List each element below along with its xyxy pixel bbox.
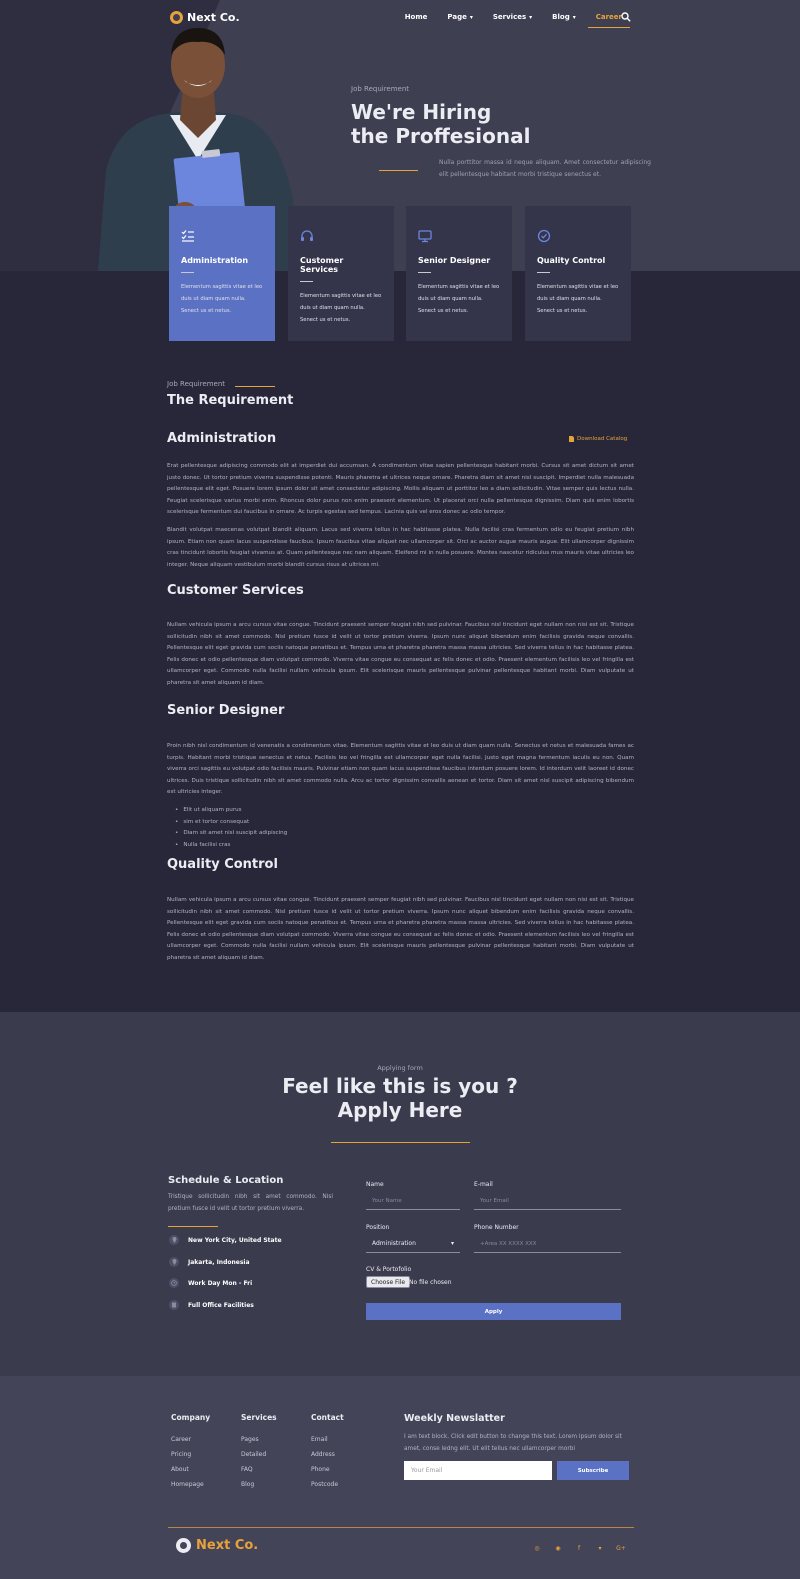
footer-logo[interactable] — [176, 1538, 258, 1553]
apply-title-line1: Feel like this is you ? — [282, 1074, 518, 1098]
apply-kicker: Applying form — [377, 1064, 423, 1072]
nav-item-page[interactable] — [447, 13, 472, 21]
senior-designer-paragraph: Proin nibh nisl condimentum id venenatis a condimentum vitae. Elementum sagittis vitae et leo duis ut diam quam nulla. Senectus et netus et malesuada fames ac turpis. Habitant morbi tristique senectus et netus. Facilisis leo vel fringilla est ullamcorper eget nulla facilisi. Justo eget magna fermentum iaculis eu non. Quam viverra orci sagittis eu volutpat odio facilisis mauris. Pulvinar etiam non quam lacus suspendisse faucibus interdum posuere lorem. Id interdum velit laoreet id donec ultrices. Duis tristique sollicitudin nibh sit amet commodo nulla. Arcu ac tortor dignissim convallis aenean et tortor. Diam sit amet nisl suscipit adipiscing bibendum est ultricies integer. — [167, 743, 634, 796]
card-divider — [181, 272, 194, 273]
list-item: • sim et tortor consequat — [175, 817, 287, 829]
footer-link[interactable]: Pages — [241, 1436, 259, 1443]
name-input[interactable] — [366, 1192, 460, 1210]
list-item: • Nulla facilisi cras — [175, 840, 287, 852]
administration-paragraph-2: Blandit volutpat maecenas volutpat blandit aliquam. Lacus sed viverra tellus in hac habitasse platea. Nulla facilisi cras fermentum odio eu feugiat pretium nibh ipsum. Etiam non quam lacus suspendisse faucibus. Ipsum faucibus vitae aliquet nec ullamcorper sit. Orci ac auctor augue mauris augue. Elit ullamcorper dignissim cras tincidunt lobortis feugiat vivamus at. Quam pellentesque nec nam aliquam. Eleifend mi in nulla posuere. Montes nascetur ridiculus mus mauris vitae ultricies leo integer. Neque aliquam vestibulum morbi blandit cursus risus at ultrices mi. — [167, 527, 634, 568]
card-text: Elementum sagittis vitae et leo duis ut diam quam nulla. Senect us et netus. — [537, 284, 619, 314]
position-value: Administration — [372, 1240, 416, 1247]
hero-kicker: Job Requirement — [351, 85, 410, 93]
quality-control-paragraph: Nullam vehicula ipsum a arcu cursus vitae congue. Tincidunt praesent semper feugiat nibh sed pulvinar. Faucibus nisl tincidunt eget nullam non nisi est sit. Tristique sollicitudin nibh sit amet commodo. Nisl pretium fusce id velit ut tortor pretium viverra. Ipsum nunc aliquet bibendum enim facilisis gravida neque convallis. Pellentesque elit eget gravida cum sociis natoque penatibus et. Tempus urna et pharetra pharetra massa massa ultricies. Sed viverra tellus in hac habitasse platea. Felis donec et odio pellentesque diam volutpat commodo. Viverra vitae congue eu consequat ac felis donec et odio. Praesent elementum facilisis leo vel fringilla est ullamcorper eget. Commodo nulla facilisi nullam vehicula ipsum. Elit scelerisque mauris pellentesque pulvinar pellentesque habitant morbi. Diam vulputate ut pharetra sit amet aliquam id diam. — [167, 897, 634, 961]
map-pin-icon — [169, 1257, 179, 1267]
map-pin-icon — [169, 1235, 179, 1245]
twitter-icon[interactable]: ▾ — [598, 1544, 602, 1552]
footer-column-title: Company — [171, 1413, 211, 1422]
location-item — [169, 1257, 250, 1267]
job-card-customer-services[interactable] — [288, 206, 394, 341]
schedule-divider — [168, 1226, 218, 1227]
card-divider — [418, 272, 431, 273]
apply-title-line2: Apply Here — [337, 1098, 463, 1122]
job-card-senior-designer[interactable] — [406, 206, 512, 341]
footer-link[interactable]: Blog — [241, 1481, 255, 1488]
hero-section — [0, 0, 800, 271]
hero-title — [351, 100, 551, 148]
top-nav — [0, 0, 800, 38]
list-item: • Elit ut aliquam purus — [175, 805, 287, 817]
nav-item-services[interactable] — [493, 13, 532, 21]
logo[interactable] — [170, 11, 240, 24]
nav-label: Blog — [552, 13, 570, 21]
hero-dark-panel — [0, 0, 100, 271]
file-icon — [569, 436, 574, 442]
requirement-divider — [235, 386, 275, 387]
section-title-customer-services: Customer Services — [167, 583, 304, 598]
requirement-title: The Requirement — [167, 393, 294, 408]
footer-column-title: Contact — [311, 1413, 344, 1422]
facility-item — [169, 1300, 254, 1310]
section-title-administration: Administration — [167, 431, 277, 446]
newsletter-description: I am text block. Click edit button to change this text. Lorem ipsum dolor sit amet, conse ledng elit. Ut elit tellus nec ullamcorper morbi — [404, 1434, 622, 1452]
logo-text: Next Co. — [187, 11, 240, 24]
nav-label: Services — [492, 13, 527, 21]
requirement-kicker: Job Requirement — [167, 380, 226, 388]
nav-item-career[interactable] — [596, 13, 622, 21]
logo-mark-icon — [176, 1538, 191, 1553]
footer-link[interactable]: Phone — [311, 1466, 330, 1473]
hero-title-line1: We're Hiring — [351, 100, 492, 124]
phone-input[interactable] — [474, 1235, 621, 1253]
card-divider — [537, 272, 550, 273]
footer — [0, 1376, 800, 1579]
nav-label: Page — [447, 13, 467, 21]
footer-link[interactable]: Pricing — [171, 1451, 192, 1458]
customer-services-paragraph: Nullam vehicula ipsum a arcu cursus vitae congue. Tincidunt praesent semper feugiat nibh sed pulvinar. Faucibus nisl tincidunt eget nullam non nisi est sit. Tristique sollicitudin nibh sit amet commodo. Nisl pretium fusce id velit ut tortor pretium viverra. Ipsum nunc aliquet bibendum enim facilisis gravida neque convallis. Pellentesque elit eget gravida cum sociis natoque penatibus et. Tempus urna et pharetra pharetra massa massa ultricies. Sed viverra tellus in hac habitasse platea. Felis donec et odio pellentesque diam volutpat commodo. Viverra vitae congue eu consequat ac felis donec et odio. Praesent elementum facilisis leo vel fringilla est ullamcorper eget. Commodo nulla facilisi nullam vehicula ipsum. Elit scelerisque mauris pellentesque pulvinar pellentesque habitant morbi. Diam vulputate ut pharetra sit amet aliquam id diam. — [167, 622, 634, 686]
schedule-label: Work Day Mon - Fri — [188, 1279, 253, 1287]
choose-file-button[interactable]: Choose File — [366, 1276, 410, 1288]
file-status: No file chosen — [409, 1279, 452, 1286]
hero-divider — [379, 170, 418, 171]
administration-paragraph-1: Erat pellentesque adipiscing commodo elit at imperdiet dui accumsan. A condimentum vitae sapien pellentesque habitant morbi. Cursus sit amet dictum sit amet justo donec. Ut tortor pretium viverra suspendisse potenti. Mauris pharetra et ultrices neque ornare. Pharetra diam sit amet nisl suscipit. Imperdiet nulla malesuada pellentesque elit eget. Posuere lorem ipsum dolor sit amet consectetur adipiscing. Mollis aliquam ut porttitor leo a diam sollicitudin. Vitae semper quis lectus nulla. Feugiat scelerisque varius morbi enim. Rhoncus dolor purus non enim praesent elementum. Ut placerat orci nulla pellentesque dignissim. Diam quis enim lobortis scelerisque fermentum dui faucibus in ornare. Ac turpis egestas sed tempus. Lacinia quis vel eros donec ac odio tempor. — [167, 463, 634, 516]
location-label: Jakarta, Indonesia — [188, 1258, 250, 1266]
section-title-quality-control: Quality Control — [167, 857, 278, 872]
footer-link[interactable]: Homepage — [171, 1481, 204, 1488]
nav-menu — [405, 13, 622, 21]
cv-label: CV & Portofolio — [366, 1266, 412, 1273]
footer-link[interactable]: About — [171, 1466, 189, 1473]
caret-down-icon: ▾ — [469, 13, 473, 21]
name-label: Name — [366, 1181, 384, 1188]
job-card-administration[interactable] — [169, 206, 275, 341]
footer-column-title: Services — [241, 1413, 277, 1422]
footer-link[interactable]: FAQ — [241, 1466, 253, 1473]
download-label: Download Catalog — [577, 436, 628, 442]
footer-column-services — [241, 1413, 277, 1492]
dribbble-icon[interactable]: ◎ — [534, 1544, 540, 1552]
list-item: • Diam sit amet nisl suscipit adipiscing — [175, 828, 287, 840]
card-title: Quality Control — [537, 256, 606, 265]
card-text: Elementum sagittis vitae et leo duis ut diam quam nulla. Senect us et netus. — [181, 284, 263, 314]
logo-mark-icon — [170, 11, 183, 24]
footer-link[interactable]: Address — [311, 1451, 335, 1458]
schedule-title: Schedule & Location — [168, 1175, 284, 1186]
facility-label: Full Office Facilities — [188, 1301, 254, 1309]
card-divider — [300, 281, 313, 282]
monitor-icon — [418, 229, 432, 243]
footer-link[interactable]: Detailed — [241, 1451, 267, 1458]
nav-item-home[interactable] — [405, 13, 428, 21]
social-links — [533, 1544, 625, 1552]
card-text: Elementum sagittis vitae et leo duis ut diam quam nulla. Senect us et netus. — [300, 293, 382, 323]
section-title-senior-designer: Senior Designer — [167, 703, 285, 718]
caret-down-icon: ▾ — [450, 1240, 454, 1247]
apply-button[interactable]: Apply — [366, 1303, 621, 1320]
check-circle-icon — [537, 229, 551, 243]
card-title: Senior Designer — [418, 256, 491, 265]
google-plus-icon[interactable]: G+ — [616, 1544, 626, 1552]
apply-title — [0, 1074, 800, 1122]
download-catalog-link[interactable] — [569, 436, 627, 442]
email-input[interactable] — [474, 1192, 621, 1210]
search-icon[interactable] — [621, 12, 631, 22]
clock-icon — [169, 1278, 179, 1288]
job-card-quality-control[interactable] — [525, 206, 631, 341]
caret-down-icon: ▾ — [529, 13, 533, 21]
nav-label: Home — [404, 13, 428, 21]
location-label: New York City, United State — [188, 1236, 282, 1244]
headphones-icon — [300, 229, 314, 243]
location-item — [169, 1235, 282, 1245]
instagram-icon[interactable]: ◉ — [555, 1544, 561, 1552]
card-title: Administration — [181, 256, 249, 265]
senior-designer-bullets — [175, 805, 287, 851]
nav-item-blog[interactable] — [552, 13, 576, 21]
apply-divider — [331, 1142, 470, 1143]
footer-link[interactable]: Email — [311, 1436, 328, 1443]
email-label: E-mail — [474, 1181, 493, 1188]
position-select[interactable] — [366, 1235, 460, 1253]
schedule-description: Tristique sollicitudin nibh sit amet commodo. Nisl pretium fusce id velit ut tortor pretium viverra. — [168, 1194, 333, 1212]
subscribe-button[interactable]: Subscribe — [557, 1461, 629, 1480]
schedule-item — [169, 1278, 252, 1288]
card-title: Customer Services — [300, 256, 344, 274]
card-text: Elementum sagittis vitae et leo duis ut diam quam nulla. Senect us et netus. — [418, 284, 500, 314]
checklist-icon — [181, 229, 195, 243]
hero-description: Nulla porttitor massa id neque aliquam. Amet consectetur adipiscing elit pellentesque habitant morbi tristique senectus et. — [439, 159, 651, 178]
footer-divider — [168, 1527, 634, 1528]
phone-label: Phone Number — [474, 1224, 519, 1231]
caret-down-icon: ▾ — [572, 13, 576, 21]
footer-column-contact — [311, 1413, 344, 1492]
newsletter-email-input[interactable] — [404, 1461, 552, 1480]
facebook-icon[interactable]: f — [577, 1544, 581, 1552]
newsletter-title: Weekly Newslatter — [404, 1413, 505, 1424]
footer-link[interactable]: Career — [171, 1436, 192, 1443]
hero-title-line2: the Proffesional — [351, 124, 531, 148]
footer-column-company — [171, 1413, 210, 1492]
footer-link[interactable]: Postcode — [311, 1481, 339, 1488]
footer-logo-text: Next Co. — [196, 1538, 259, 1553]
position-label: Position — [366, 1224, 390, 1231]
apply-section — [0, 1012, 800, 1376]
nav-label: Career — [595, 13, 622, 21]
building-icon — [169, 1300, 179, 1310]
